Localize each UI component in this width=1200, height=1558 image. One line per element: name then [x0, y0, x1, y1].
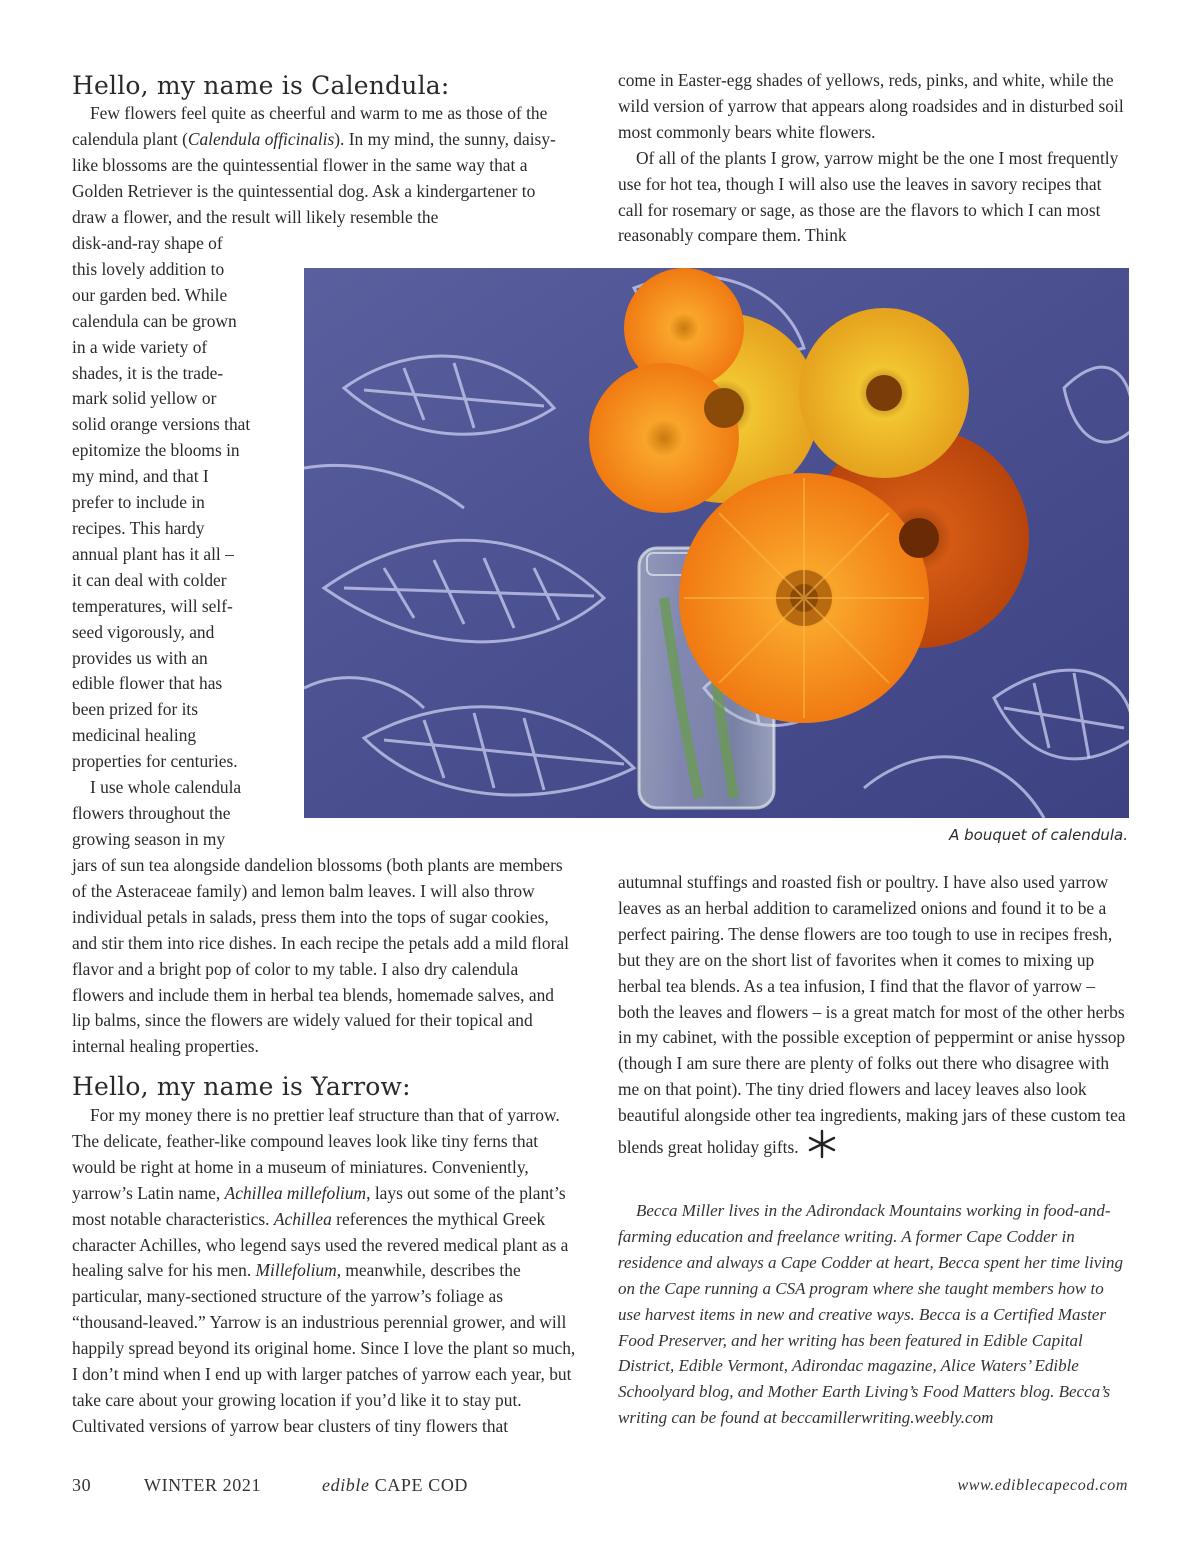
narrow-line: it can deal with colder	[72, 569, 227, 590]
yarrow-p1-continued: come in Easter-egg shades of yellows, reds, pinks, and white, while the wild version of yarrow that appears along roadsides and in disturbed soil most commonly bears white flowers.	[618, 70, 1124, 142]
yarrow-right-top	[618, 68, 1130, 249]
narrow-line: our garden bed. While	[72, 284, 228, 305]
brand-edible: edible	[322, 1475, 370, 1495]
yarrow-p1-a: For my money there is no prettier leaf structure than that of yarrow. The delicate, feather-like compound leaves look like tiny ferns that would be right at home in a museum of miniatures. Conveniently, yarrow’s Latin name,	[72, 1105, 560, 1203]
narrow-line: seed vigorously, and	[72, 621, 215, 642]
narrow-line: properties for centuries.	[72, 751, 238, 772]
yarrow-latin-species: Millefolium	[255, 1260, 337, 1281]
yarrow-heading: Hello, my name is Yarrow:	[72, 1072, 411, 1101]
brand-cape-cod: CAPE COD	[374, 1475, 469, 1495]
narrow-line: medicinal healing	[72, 725, 197, 746]
narrow-line: this lovely addition to	[72, 258, 225, 279]
narrow-line: in a wide variety of	[72, 336, 208, 357]
yarrow-latin-genus: Achillea	[273, 1208, 332, 1229]
narrow-line: flowers throughout the	[72, 802, 231, 823]
narrow-line: shades, it is the trade-	[72, 362, 224, 383]
narrow-line: edible flower that has	[72, 673, 223, 694]
narrow-line: solid orange versions that	[72, 414, 251, 435]
photo-caption: A bouquet of calendula.	[949, 826, 1128, 844]
calendula-bouquet-photo	[304, 268, 1129, 818]
page-number: 30	[72, 1475, 92, 1495]
asterisk-star-icon	[807, 1129, 837, 1167]
narrow-line: epitomize the blooms in	[72, 440, 240, 461]
yarrow-p1-d: , meanwhile, describes the particular, many-sectioned structure of the yarrow’s foliage as “thousand-leaved.” Yarrow is an industrious perennial grower, and will happily spread beyond its original home. Since I love the plant so much, I don’t mind when I end up with larger patches of yarrow each year, but take care about your growing location if you’d like it to stay put. Cultivated versions of yarrow bear clusters of tiny flowers that	[72, 1260, 576, 1436]
calendula-narrow-column	[72, 231, 300, 853]
calendula-uses-paragraph	[72, 853, 572, 1060]
calendula-heading: Hello, my name is Calendula:	[72, 71, 450, 100]
yarrow-right-bottom	[618, 870, 1130, 1167]
yarrow-p1-b: , lays out some of the plant’s most notable characteristics.	[72, 1182, 566, 1229]
narrow-line: temperatures, will self-	[72, 595, 233, 616]
website-url[interactable]: www.ediblecapecod.com	[957, 1477, 1128, 1494]
yarrow-intro-paragraph	[72, 1103, 582, 1440]
calendula-p1-rest: ). In my mind, the sunny, daisy-like blossoms are the quintessential flower in the same way that a Golden Retriever is the quintessential dog. Ask a kindergartener to draw a flower, and the result will likely resemble the	[72, 128, 556, 227]
magazine-brand	[322, 1475, 468, 1496]
yarrow-p2-top: Of all of the plants I grow, yarrow might be the one I most frequently use for hot tea, though I will also use the leaves in savory recipes that call for rosemary or sage, as those are the flavors to which I can most reasonably compare them. Think	[618, 147, 1119, 246]
calendula-intro-paragraph	[72, 101, 568, 231]
narrow-line: been prized for its	[72, 699, 199, 720]
issue-label: WINTER 2021	[144, 1475, 262, 1495]
narrow-line: growing season in my	[72, 828, 226, 849]
narrow-line: recipes. This hardy	[72, 517, 205, 538]
calendula-p1-intro: Few flowers feel quite as cheerful and warm to me as those of the calendula plant (	[72, 103, 548, 149]
narrow-line: mark solid yellow or	[72, 388, 217, 409]
author-bio-text: Becca Miller lives in the Adirondack Mountains working in food-and-farming education and freelance writing. A former Cape Codder in residence and always a Cape Codder at heart, Becca spent her time living on the Cape running a CSA program where she taught members how to use harvest items in new and creative ways. Becca is a Certified Master Food Preserver, and her writing has been featured in Edible Capital District, Edible Vermont, Adirondac magazine, Alice Waters’ Edible Schoolyard blog, and Mother Earth Living’s Food Matters blog. Becca’s writing can be found at beccamillerwriting.weebly.com	[618, 1201, 1124, 1428]
narrow-line: annual plant has it all –	[72, 543, 234, 564]
narrow-line: calendula can be grown	[72, 310, 237, 331]
calendula-latin-name: Calendula officinalis	[187, 128, 335, 149]
calendula-p2-rest: jars of sun tea alongside dandelion blossoms (both plants are members of the Asteraceae family) and lemon balm leaves. I will also throw individual petals in salads, press them into the tops of sugar cookies, and stir them into rice dishes. In each recipe the petals add a mild floral flavor and a bright pop of color to my table. I also dry calendula flowers and include them in herbal tea blends, homemade salves, and lip balms, since the flowers are widely valued for their topical and internal healing properties.	[72, 855, 569, 1057]
yarrow-p1-c: references the mythical Greek character Achilles, who legend says used the revered medical plant as a healing salve for his men.	[72, 1208, 569, 1281]
narrow-line: disk-and-ray shape of	[72, 233, 223, 253]
narrow-line: prefer to include in	[72, 492, 205, 513]
author-bio	[618, 1198, 1130, 1431]
yarrow-latin-name: Achillea millefolium	[224, 1182, 367, 1203]
narrow-line: my mind, and that I	[72, 466, 209, 487]
narrow-line: provides us with an	[72, 647, 208, 668]
yarrow-p2-bottom: autumnal stuffings and roasted fish or poultry. I have also used yarrow leaves as an herbal addition to caramelized onions and found it to be a perfect pairing. The dense flowers are too tough to use in recipes fresh, but they are on the short list of favorites when it comes to mixing up herbal tea blends. As a tea infusion, I find that the flavor of yarrow – both the leaves and flowers – is a great match for most of the other herbs in my cabinet, with the possible exception of peppermint or anise hyssop (though I am sure there are plenty of folks out there who disagree with me on that point). The tiny dried flowers and lacey leaves also look beautiful alongside other tea ingredients, making jars of these custom tea blends great holiday gifts.	[618, 872, 1126, 1158]
narrow-line: I use whole calendula	[90, 777, 242, 798]
